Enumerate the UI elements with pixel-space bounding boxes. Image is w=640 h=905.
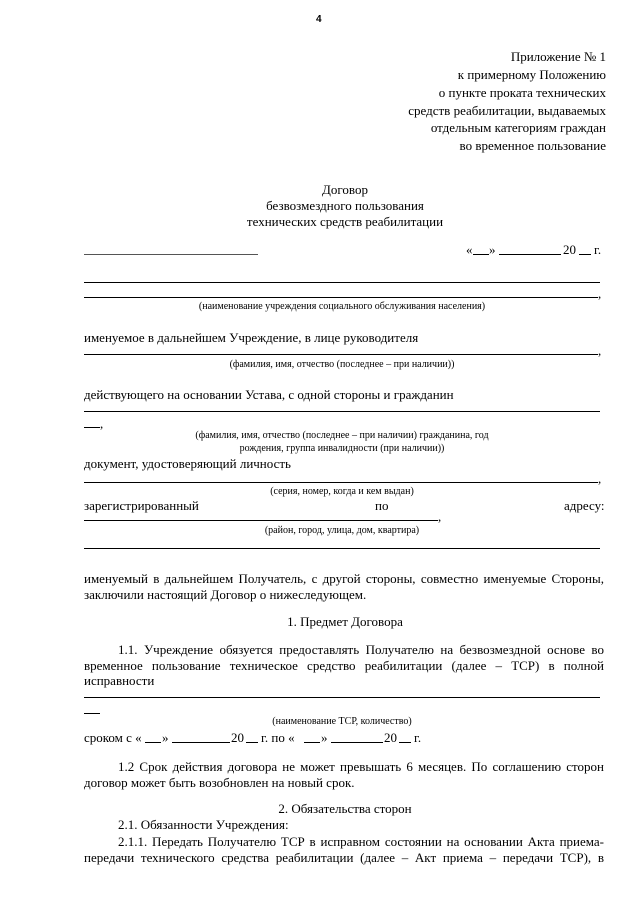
section2-p2-line1: 2.1.1. Передать Получателю ТСР в исправном состоянии на основании Акта приема- <box>118 834 604 849</box>
place-field[interactable] <box>84 254 258 255</box>
appendix-line: отдельным категориям граждан <box>430 120 606 135</box>
registered-address-word: адресу: <box>564 498 605 513</box>
institution-field-line1[interactable] <box>84 282 600 283</box>
caption-institution: (наименование учреждения социального обслуживания населения) <box>198 301 486 312</box>
page-number: 4 <box>316 14 322 25</box>
section2-heading: 2. Обязательства сторон <box>278 801 412 816</box>
appendix-line: во временное пользование <box>459 138 606 153</box>
citizen-name-field-line1[interactable] <box>84 411 600 412</box>
appendix-line: Приложение № 1 <box>510 49 606 64</box>
tsr-field-line2[interactable] <box>84 713 100 714</box>
caption-citizen-name-2: рождения, группа инвалидности (при наличии)) <box>239 443 445 454</box>
address-field-line1[interactable] <box>84 520 438 521</box>
caption-document: (серия, номер, когда и кем выдан) <box>270 486 414 497</box>
appendix-line: о пункте проката технических <box>438 85 606 100</box>
section2-p2-line2: передачи технического средства реабилитации (далее – Акт приема – передачи ТСР), в <box>84 850 604 865</box>
document-label: документ, удостоверяющий личность <box>84 456 291 471</box>
recipient-text-line1: именуемый в дальнейшем Получатель, с другой стороны, совместно именуемые Стороны, <box>84 571 604 586</box>
section1-p1-line1: 1.1. Учреждение обязуется предоставлять Получателю на безвозмездной основе во <box>118 642 604 657</box>
appendix-line: к примерному Положению <box>457 67 606 82</box>
section2-p1: 2.1. Обязанности Учреждения: <box>118 817 289 832</box>
tsr-field-line1[interactable] <box>84 697 600 698</box>
title-line: безвозмездного пользования <box>266 198 424 213</box>
caption-address: (район, город, улица, дом, квартира) <box>264 525 420 536</box>
caption-director-name: (фамилия, имя, отчество (последнее – при наличии)) <box>229 359 455 370</box>
institution-field-line2[interactable] <box>84 297 598 298</box>
section1-p1-line3: исправности <box>84 673 155 688</box>
basis-text: действующего на основании Устава, с одной стороны и гражданин <box>84 387 454 402</box>
document-field[interactable] <box>84 482 598 483</box>
citizen-name-field-line2[interactable] <box>84 427 100 428</box>
section1-p1-line2: временное пользование техническое средство реабилитации (далее – ТСР) в полной <box>84 658 604 673</box>
title-line: Договор <box>322 182 368 197</box>
registered-by-word: по <box>375 498 389 513</box>
registered-word: зарегистрированный <box>84 498 199 513</box>
section1-p2-line1: 1.2 Срок действия договора не может превышать 6 месяцев. По соглашению сторон <box>118 759 604 774</box>
caption-tsr: (наименование ТСР, количество) <box>272 716 412 727</box>
section1-p2-line2: договор может быть возобновлен на новый срок. <box>84 775 355 790</box>
address-field-line2[interactable] <box>84 548 600 549</box>
institution-reference-text: именуемое в дальнейшем Учреждение, в лице руководителя <box>84 330 419 345</box>
section1-heading: 1. Предмет Договора <box>287 614 403 629</box>
caption-citizen-name-1: (фамилия, имя, отчество (последнее – при наличии) гражданина, год <box>195 430 489 441</box>
title-line: технических средств реабилитации <box>246 214 444 229</box>
recipient-text-line2: заключили настоящий Договор о нижеследующем. <box>84 587 367 602</box>
director-name-field[interactable] <box>84 354 598 355</box>
appendix-line: средств реабилитации, выдаваемых <box>408 103 606 118</box>
